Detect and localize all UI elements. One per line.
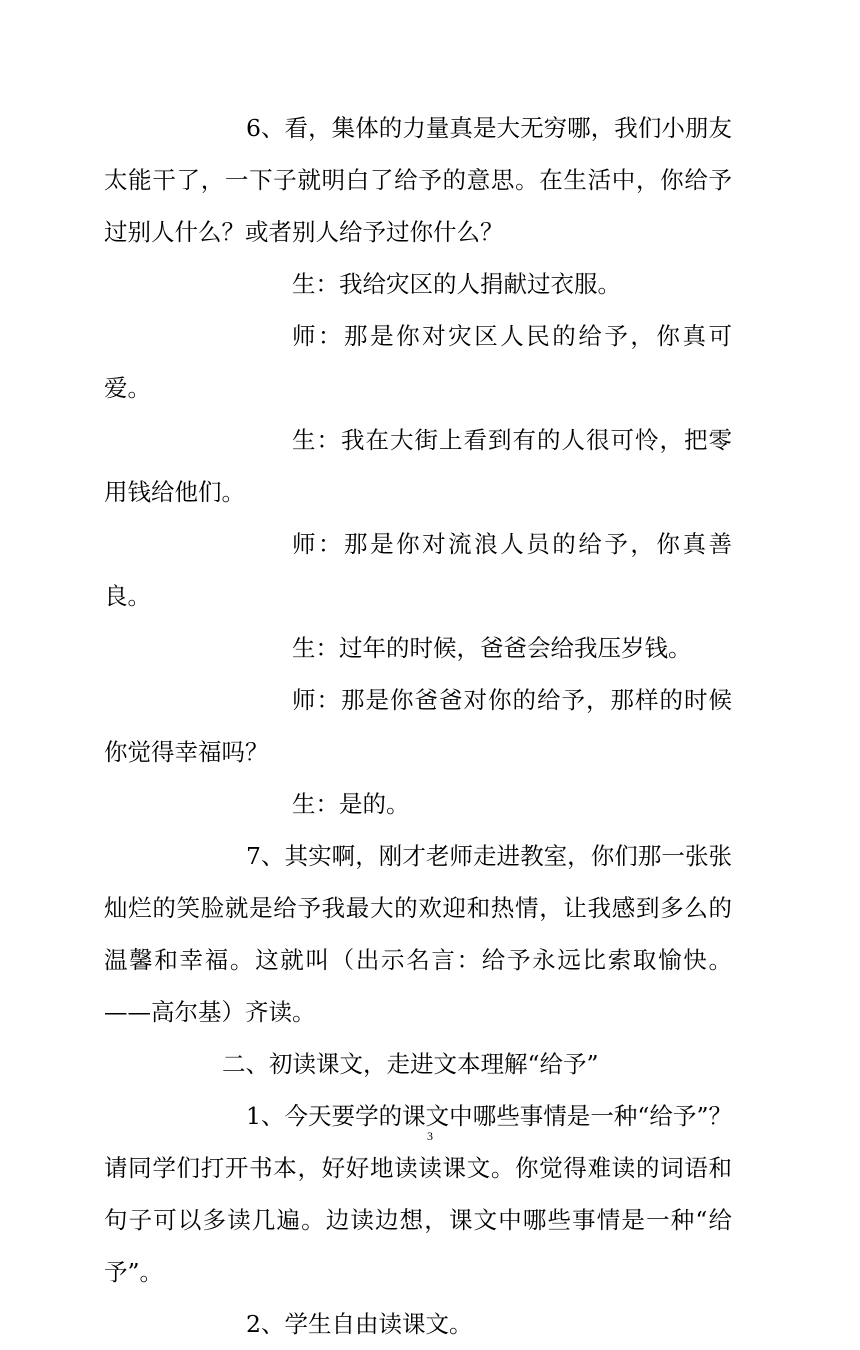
dialogue-student-3: 生：过年的时候，爸爸会给我压岁钱。 <box>292 634 692 662</box>
dialogue-teacher-1: 师：那是你对灾区人民的给予，你真可爱。 <box>104 322 732 402</box>
page-number: 3 <box>427 1129 433 1143</box>
document-body <box>104 102 732 1350</box>
paragraph-step-6: 6、看，集体的力量真是大无穷哪，我们小朋友太能干了，一下子就明白了给予的意思。在生活中，你给予过别人什么？或者别人给予过你什么？ <box>104 114 732 246</box>
paragraph-step-7: 7、其实啊，刚才老师走进教室，你们那一张张灿烂的笑脸就是给予我最大的欢迎和热情，让我感到多么的温馨和幸福。这就叫（出示名言：给予永远比索取愉快。——高尔基）齐读。 <box>104 842 732 1026</box>
paragraph-step-2: 2、学生自由读课文。 <box>246 1310 473 1338</box>
dialogue-student-4: 生：是的。 <box>292 790 410 818</box>
paragraph-step-1: 1、今天要学的课文中哪些事情是一种“给予”？请同学们打开书本，好好地读读课文。你觉得难读的词语和句子可以多读几遍。边读边想，课文中哪些事情是一种“给予”。 <box>104 1102 732 1286</box>
section-heading: 二、初读课文，走进文本理解“给予” <box>222 1050 599 1078</box>
dialogue-student-2: 生：我在大街上看到有的人很可怜，把零用钱给他们。 <box>104 426 732 506</box>
dialogue-student-1: 生：我给灾区的人捐献过衣服。 <box>292 270 621 298</box>
dialogue-teacher-2: 师：那是你对流浪人员的给予，你真善良。 <box>104 530 732 610</box>
dialogue-teacher-3: 师：那是你爸爸对你的给予，那样的时候你觉得幸福吗？ <box>104 686 732 766</box>
